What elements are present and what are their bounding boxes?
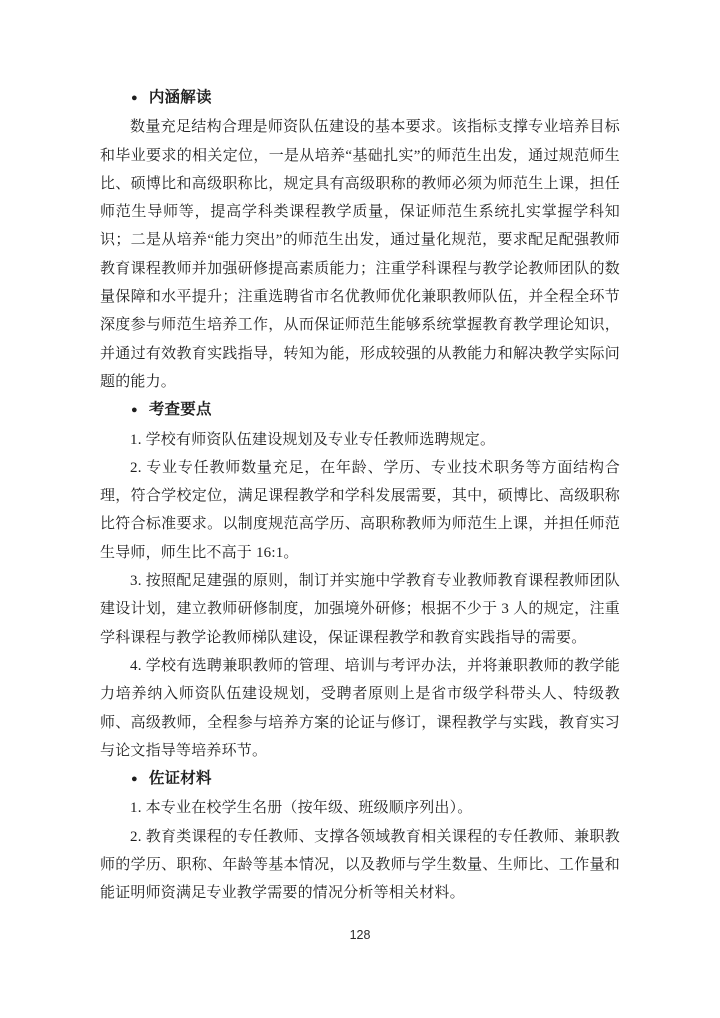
key-point-item-4: 4. 学校有选聘兼职教师的管理、培训与考评办法，并将兼职教师的教学能力培养纳入师资队伍建设规划，受聘者原则上是省市级学科带头人、特级教师、高级教师，全程参与培养方案的论证与修订，课程教学与实践，教育实习与论文指导等培养环节。 <box>100 657 620 759</box>
document-content <box>100 84 620 908</box>
page-number: 128 <box>349 928 371 942</box>
bullet-icon: ● <box>131 773 138 786</box>
evidence-item-2: 2. 教育类课程的专任教师、支撑各领域教育相关课程的专任教师、兼职教师的学历、职称、年龄等基本情况，以及教师与学生数量、生师比、工作量和能证明师资满足专业教学需要的情况分析等相关材料。 <box>100 828 620 902</box>
section-heading-evidence <box>100 765 620 794</box>
section-heading-evidence-label: 佐证材料 <box>148 770 212 788</box>
section-heading-key-points <box>100 396 620 425</box>
section-heading-key-points-label: 考查要点 <box>148 401 212 419</box>
connotation-paragraph: 数量充足结构合理是师资队伍建设的基本要求。该指标支撑专业培养目标和毕业要求的相关定位，一是从培养“基础扎实”的师范生出发，通过规范师生比、硕博比和高级职称比，规定具有高级职称的教师必须为师范生上课，担任师范生导师等，提高学科类课程教学质量，保证师范生系统扎实掌握学科知识；二是从培养“能力突出”的师范生出发，通过量化规范，要求配足配强教师教育课程教师并加强研修提高素质能力；注重学科课程与教学论教师团队的数量保障和水平提升；注重选聘省市名优教师优化兼职教师队伍，并全程全环节深度参与师范生培养工作，从而保证师范生能够系统掌握教育教学理论知识，并通过有效教育实践指导，转知为能，形成较强的从教能力和解决教学实际问题的能力。 <box>100 119 620 390</box>
key-point-item-3: 3. 按照配足建强的原则，制订并实施中学教育专业教师教育课程教师团队建设计划，建立教师研修制度，加强境外研修；根据不少于 3 人的规定，注重学科课程与教学论教师梯队建设，保证课程教学和教育实践指导的需要。 <box>100 573 620 646</box>
evidence-item-1: 1. 本专业在校学生名册（按年级、班级顺序列出）。 <box>130 800 473 817</box>
key-point-item-2: 2. 专业专任教师数量充足，在年龄、学历、专业技术职务等方面结构合理，符合学校定位，满足课程教学和学科发展需要，其中，硕博比、高级职称比符合标准要求。以制度规范高学历、高职称教师为师范生上课，并担任师范生导师，师生比不高于 16:1。 <box>100 459 620 561</box>
section-heading-connotation-label: 内涵解读 <box>148 89 212 106</box>
bullet-icon: ● <box>131 404 138 417</box>
section-heading-connotation <box>100 84 620 113</box>
bullet-icon: ● <box>131 92 138 104</box>
key-point-item-1: 1. 学校有师资队伍建设规划及专业专任教师选聘规定。 <box>130 431 496 448</box>
